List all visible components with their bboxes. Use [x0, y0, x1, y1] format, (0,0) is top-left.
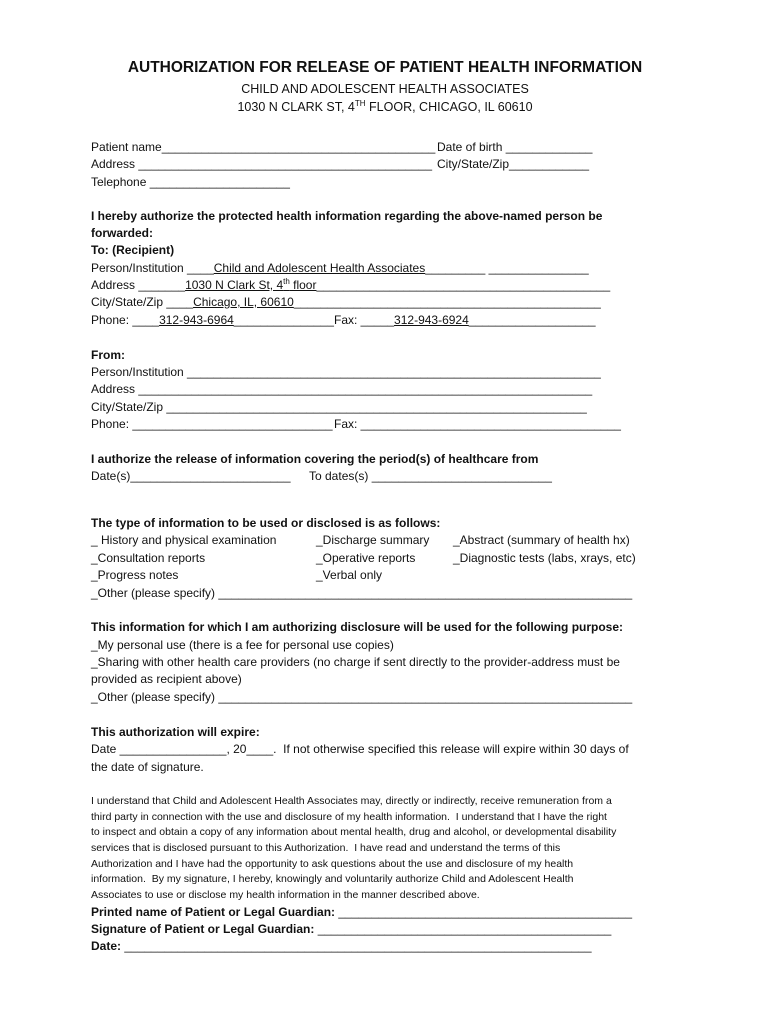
recipient-person-field[interactable]: Person/Institution ____Child and Adolescent Health Associates_________ _______________ [91, 261, 589, 275]
from-person-field[interactable]: Person/Institution ______________________________________________________________ [91, 365, 601, 379]
from-heading: From: [91, 348, 125, 362]
expire-heading: This authorization will expire: [91, 725, 260, 739]
statement-line: Associates to use or disclose my health information in the manner described above. [91, 889, 480, 901]
option-progress-notes[interactable]: _Progress notes [91, 568, 179, 582]
dates-from-field[interactable]: Date(s)________________________ [91, 469, 291, 483]
purpose-other[interactable]: _Other (please specify) ______________________________________________________________ [91, 690, 633, 704]
patient-name-field[interactable]: Patient name_________________________________________ [91, 140, 436, 154]
org-name: CHILD AND ADOLESCENT HEALTH ASSOCIATES [241, 82, 529, 96]
authorize-intro: I hereby authorize the protected health information regarding the above-named person be [91, 209, 603, 223]
patient-city-field[interactable]: City/State/Zip____________ [437, 157, 590, 171]
patient-telephone-field[interactable]: Telephone _____________________ [91, 175, 290, 189]
option-operative-reports[interactable]: _Operative reports [316, 551, 416, 565]
option-consultation-reports[interactable]: _Consultation reports [91, 551, 206, 565]
statement-line: third party in connection with the use and disclosure of my health information. I understand that I have the right [91, 811, 607, 823]
printed-name-field[interactable]: Printed name of Patient or Legal Guardian: ____________________________________________ [91, 905, 633, 919]
statement-line: to inspect and obtain a copy of any information about mental health, drug and alcohol, or developmental disability [91, 826, 617, 838]
purpose-personal-use[interactable]: _My personal use (there is a fee for personal use copies) [91, 638, 394, 652]
option-verbal-only[interactable]: _Verbal only [316, 568, 383, 582]
option-discharge-summary[interactable]: _Discharge summary [316, 533, 430, 547]
org-address: 1030 N CLARK ST, 4TH FLOOR, CHICAGO, IL 60610 [237, 98, 533, 114]
statement-line: services that is disclosed pursuant to this Authorization. I have read and understand the terms of this [91, 842, 561, 854]
statement-line: information. By my signature, I hereby, knowingly and voluntarily authorize Child and Adolescent Health [91, 873, 574, 885]
statement-line: I understand that Child and Adolescent Health Associates may, directly or indirectly, receive remuneration from a [91, 795, 612, 807]
recipient-fax-field[interactable]: Fax: _____312-943-6924___________________ [334, 313, 596, 327]
date-of-birth-field[interactable]: Date of birth _____________ [437, 140, 593, 154]
dates-to-field[interactable]: To dates(s) ___________________________ [309, 469, 552, 483]
recipient-heading: To: (Recipient) [91, 243, 175, 257]
from-phone-field[interactable]: Phone: ______________________________ [91, 417, 333, 431]
authorize-intro-cont: forwarded: [91, 226, 154, 240]
recipient-address-field[interactable]: Address _______1030 N Clark St, 4th floor____________________________________________ [91, 277, 611, 292]
signature-date-field[interactable]: Date: ______________________________________________________________________ [91, 939, 592, 953]
period-heading: I authorize the release of information covering the period(s) of healthcare from [91, 452, 539, 466]
option-abstract[interactable]: _Abstract (summary of health hx) [453, 533, 630, 547]
expire-note: the date of signature. [91, 760, 204, 774]
purpose-sharing-providers[interactable]: _Sharing with other health care providers (no charge if sent directly to the provider-address must be [91, 655, 620, 669]
form-title: AUTHORIZATION FOR RELEASE OF PATIENT HEALTH INFORMATION [127, 59, 643, 76]
purpose-heading: This information for which I am authorizing disclosure will be used for the following purpose: [91, 620, 624, 634]
from-address-field[interactable]: Address ____________________________________________________________________ [91, 382, 593, 396]
from-fax-field[interactable]: Fax: _______________________________________ [334, 417, 621, 431]
signature-field[interactable]: Signature of Patient or Legal Guardian: ____________________________________________ [91, 922, 612, 936]
purpose-sharing-providers-cont: provided as recipient above) [91, 672, 242, 686]
recipient-phone-field[interactable]: Phone: ____312-943-6964_______________ [91, 313, 334, 327]
option-history-physical[interactable]: _ History and physical examination [91, 533, 277, 547]
recipient-city-field[interactable]: City/State/Zip ____Chicago, IL, 60610______________________________________________ [91, 295, 601, 309]
option-diagnostic-tests[interactable]: _Diagnostic tests (labs, xrays, etc) [453, 551, 636, 565]
from-city-field[interactable]: City/State/Zip _______________________________________________________________ [91, 400, 587, 414]
patient-address-field[interactable]: Address ____________________________________________ [91, 157, 433, 171]
statement-line: Authorization and I have had the opportunity to ask questions about the use and disclosure of my health [91, 858, 574, 870]
expire-date-field[interactable]: Date ________________, 20____. If not otherwise specified this release will expire within 30 days of [91, 742, 629, 756]
info-type-heading: The type of information to be used or disclosed is as follows: [91, 516, 441, 530]
option-other-info[interactable]: _Other (please specify) ______________________________________________________________ [91, 586, 633, 600]
